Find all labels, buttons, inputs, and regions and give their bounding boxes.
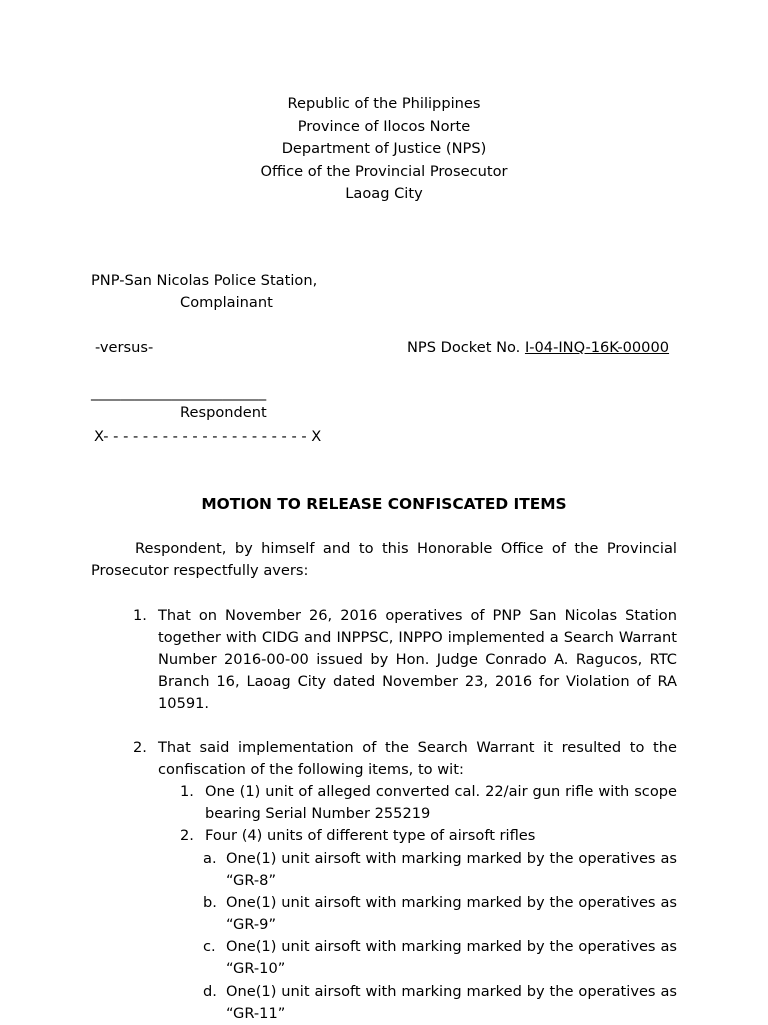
alpha-item-c-line-1: One(1) unit airsoft with marking marked by the operatives as	[226, 938, 677, 955]
item-2-text	[158, 737, 677, 781]
document-title: MOTION TO RELEASE CONFISCATED ITEMS	[201, 495, 567, 513]
document-header	[0, 93, 768, 206]
caption-separator: X- - - - - - - - - - - - - - - - - - - - - X	[94, 428, 322, 445]
subitem-1-line-1: One (1) unit of alleged converted cal. 22/air gun rifle with scope	[205, 783, 677, 800]
subitem-1-line-2: bearing Serial Number 255219	[205, 805, 431, 822]
intro-lead: Respondent, by himself and to this Honorable Office of the Provincial	[135, 540, 677, 557]
header-republic: Republic of the Philippines	[287, 95, 481, 112]
complainant-label: Complainant	[180, 294, 273, 311]
alpha-item-d-line-2: “GR-11”	[226, 1005, 286, 1022]
subitem-1-number: 1.	[180, 783, 194, 800]
header-province: Province of Ilocos Norte	[297, 117, 471, 135]
item-1-line-3: Number 2016-00-00 issued by Hon. Judge Conrado A. Ragucos, RTC	[158, 651, 677, 668]
header-department: Department of Justice (NPS)	[281, 140, 487, 157]
alpha-item-d-text	[226, 981, 677, 1025]
item-1-number: 1.	[133, 607, 147, 624]
alpha-item-b-line-1: One(1) unit airsoft with marking marked by the operatives as	[226, 894, 677, 911]
versus-label: -versus-	[95, 339, 154, 356]
alpha-item-a-line-2: “GR-8”	[226, 872, 277, 889]
respondent-label: Respondent	[180, 404, 267, 421]
item-1-line-2: together with CIDG and INPPSC, INPPO implemented a Search Warrant	[158, 629, 677, 646]
item-2-number: 2.	[133, 739, 147, 756]
alpha-item-c-text	[226, 936, 677, 980]
alpha-item-c-line-2: “GR-10”	[226, 960, 286, 977]
docket-label: NPS Docket No.	[407, 339, 521, 356]
alpha-item-a-number: a.	[203, 850, 217, 867]
header-office: Office of the Provincial Prosecutor	[260, 162, 508, 180]
header-city: Laoag City	[345, 185, 423, 202]
item-1-line-4: Branch 16, Laoag City dated November 23, 2016 for Violation of RA	[158, 673, 677, 690]
item-1-line-5: 10591.	[158, 695, 210, 712]
alpha-item-d-number: d.	[203, 983, 217, 1000]
alpha-item-a-line-1: One(1) unit airsoft with marking marked by the operatives as	[226, 850, 677, 867]
item-1-line-1: That on November 26, 2016 operatives of PNP San Nicolas Station	[158, 607, 677, 624]
subitem-2-number: 2.	[180, 827, 194, 844]
alpha-item-b-text	[226, 892, 677, 936]
respondent-blank-line: ________________________	[91, 384, 267, 401]
item-1-text	[158, 605, 677, 715]
docket-number: I-04-INQ-16K-00000	[524, 339, 670, 356]
intro-cont: Prosecutor respectfully avers:	[91, 562, 309, 579]
alpha-item-b-line-2: “GR-9”	[226, 916, 277, 933]
item-2-line-2: confiscation of the following items, to wit:	[158, 761, 464, 778]
alpha-item-a-text	[226, 848, 677, 892]
subitem-2-text: Four (4) units of different type of airsoft rifles	[205, 827, 536, 844]
alpha-item-b-number: b.	[203, 894, 217, 911]
docket-block	[407, 337, 669, 359]
item-2-line-1: That said implementation of the Search Warrant it resulted to the	[158, 739, 677, 756]
subitem-1-text	[205, 781, 677, 825]
alpha-item-c-number: c.	[203, 938, 216, 955]
intro-paragraph	[91, 538, 677, 582]
complainant-name: PNP-San Nicolas Police Station,	[91, 272, 318, 289]
alpha-item-d-line-1: One(1) unit airsoft with marking marked by the operatives as	[226, 983, 677, 1000]
